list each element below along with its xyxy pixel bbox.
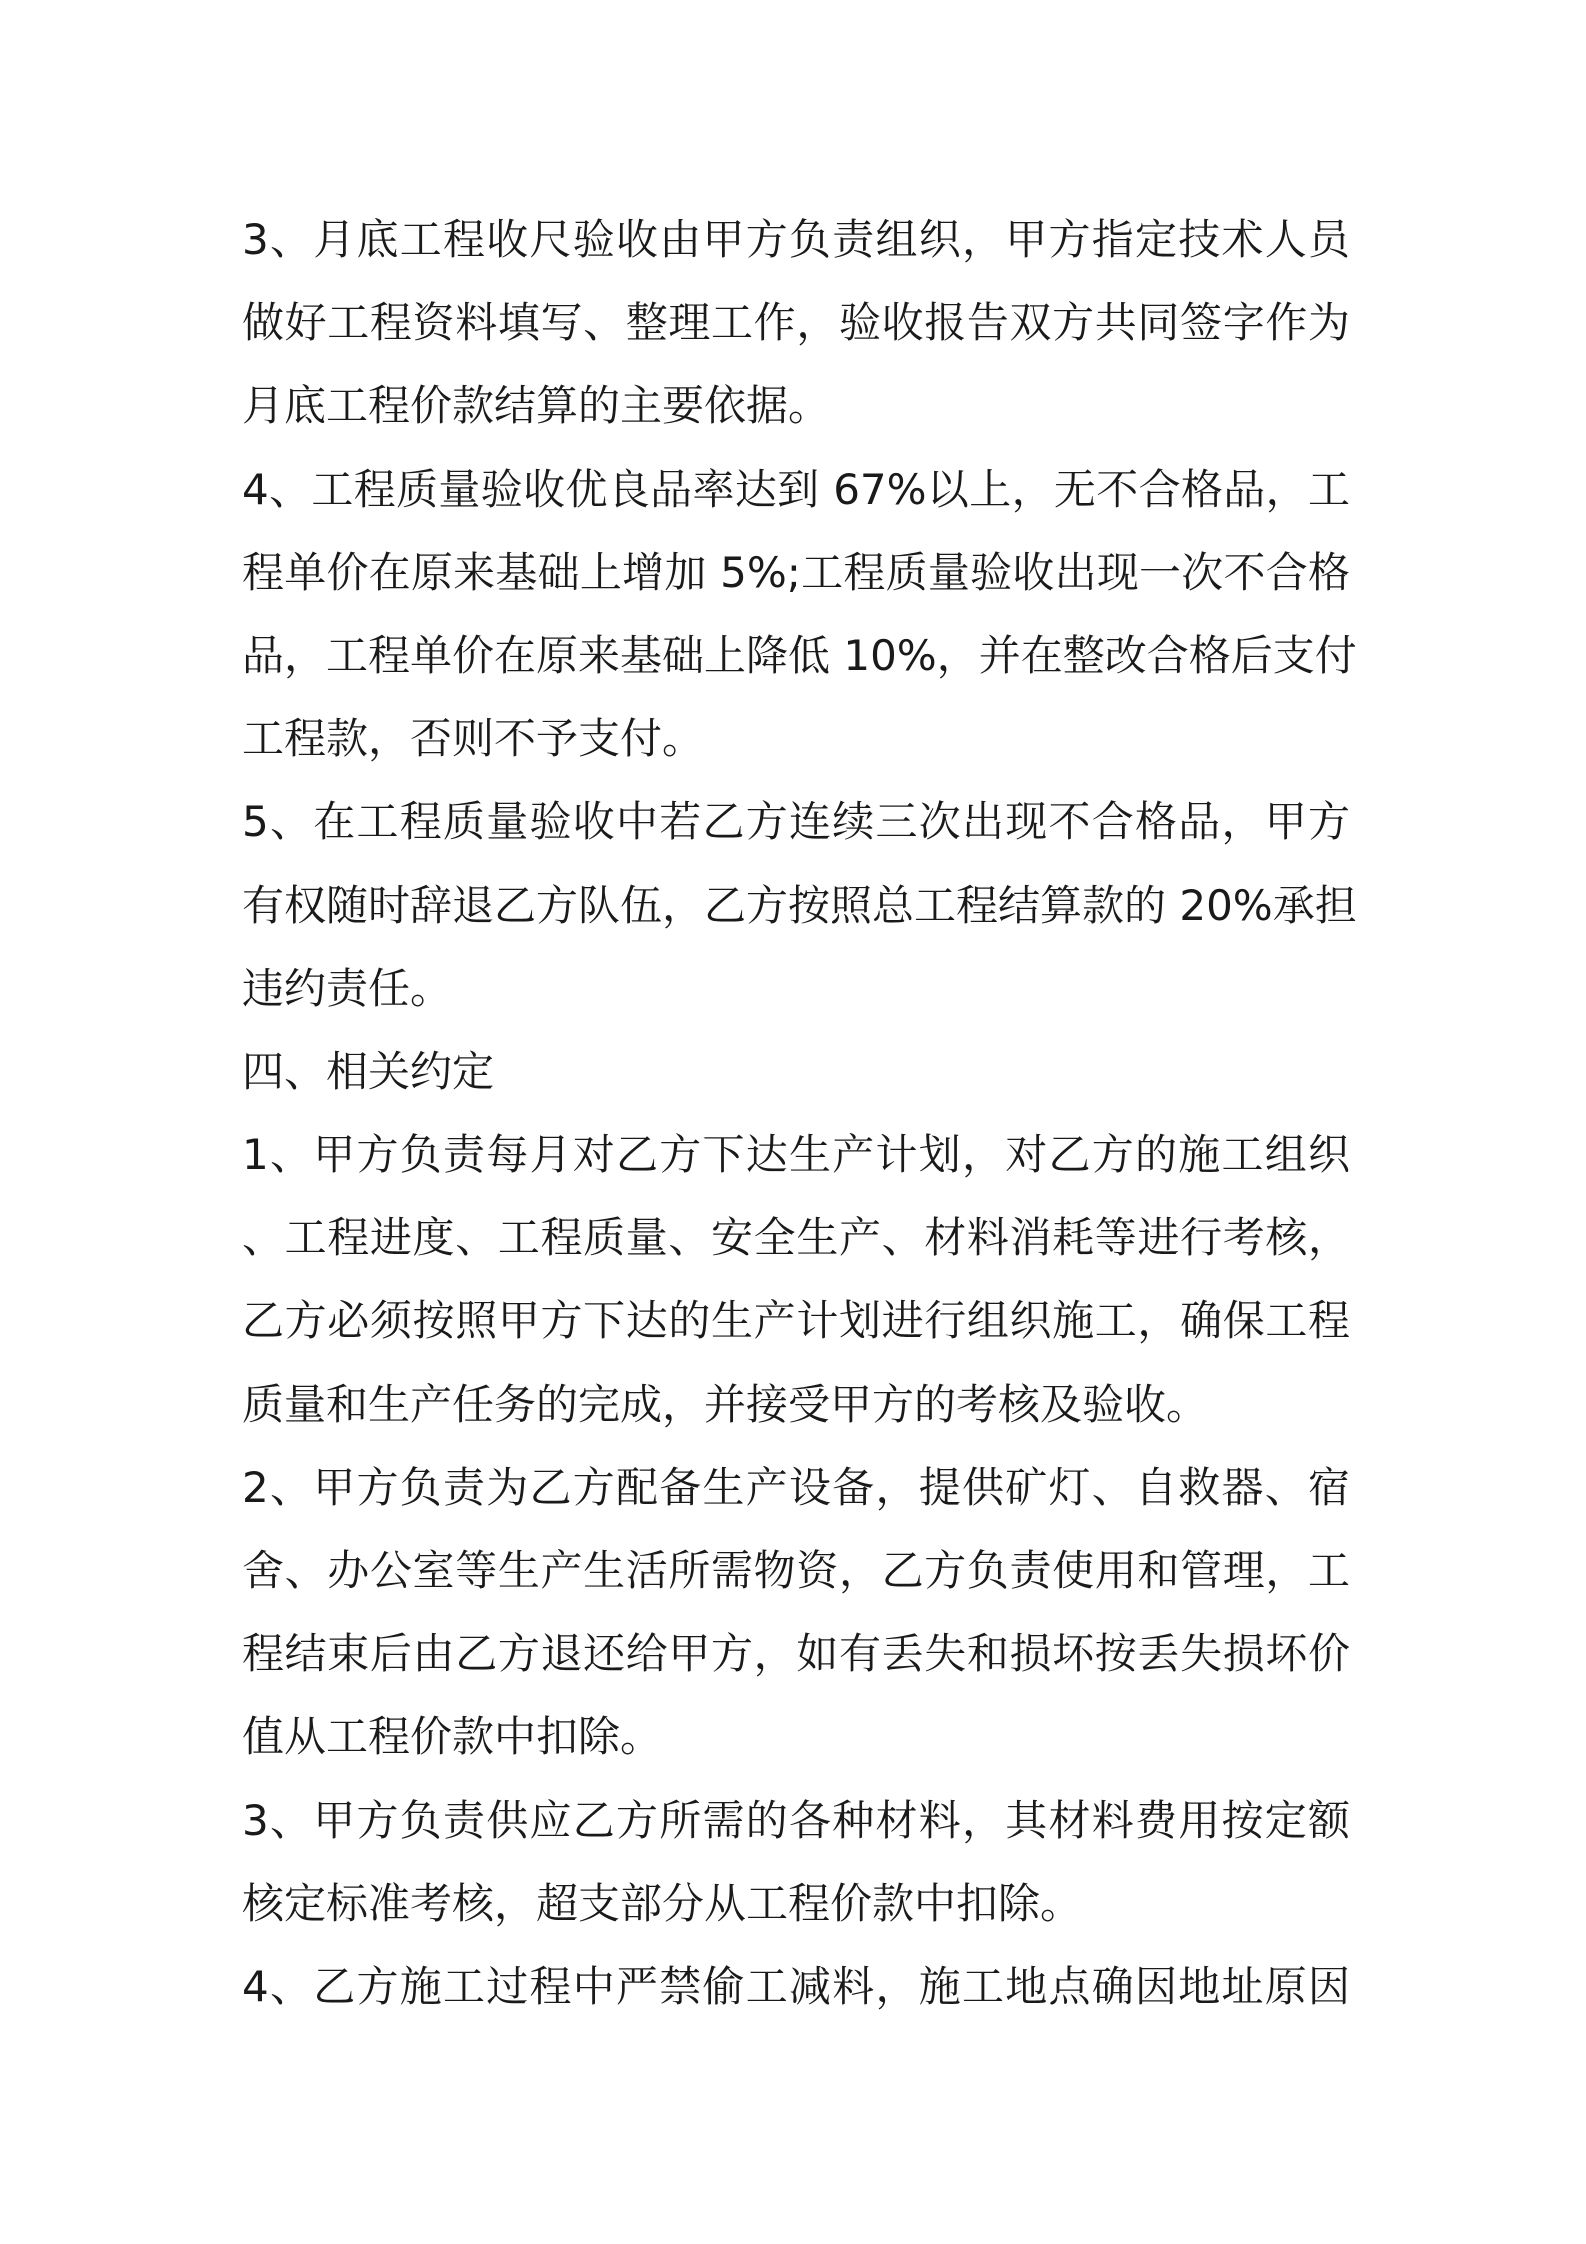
text-line: 乙方必须按照甲方下达的生产计划进行组织施工，确保工程 xyxy=(242,1296,1350,1346)
text-line: 月底工程价款结算的主要依据。 xyxy=(242,381,831,431)
text-line: 、工程进度、工程质量、安全生产、材料消耗等进行考核， xyxy=(242,1213,1350,1263)
text-line: 做好工程资料填写、整理工作，验收报告双方共同签字作为 xyxy=(242,298,1350,348)
text-line: 程结束后由乙方退还给甲方，如有丢失和损坏按丢失损坏价 xyxy=(242,1629,1350,1679)
text-line: 3、月底工程收尺验收由甲方负责组织，甲方指定技术人员 xyxy=(242,215,1350,264)
text-line: 5、在工程质量验收中若乙方连续三次出现不合格品，甲方 xyxy=(242,797,1350,847)
text-line: 舍、办公室等生产生活所需物资，乙方负责使用和管理，工 xyxy=(242,1546,1350,1595)
text-line: 质量和生产任务的完成，并接受甲方的考核及验收。 xyxy=(242,1379,1209,1429)
text-line: 4、工程质量验收优良品率达到 67%以上，无不合格品，工 xyxy=(242,464,1350,514)
text-line: 四、相关约定 xyxy=(242,1046,495,1096)
text-line: 核定标准考核，超支部分从工程价款中扣除。 xyxy=(242,1878,1083,1928)
text-line: 工程款，否则不予支付。 xyxy=(242,714,705,764)
text-line: 4、乙方施工过程中严禁偷工减料，施工地点确因地址原因 xyxy=(242,1961,1350,2011)
text-line: 值从工程价款中扣除。 xyxy=(242,1712,663,1762)
text-line: 3、甲方负责供应乙方所需的各种材料，其材料费用按定额 xyxy=(242,1795,1350,1845)
text-line: 有权随时辞退乙方队伍，乙方按照总工程结算款的 20%承担 xyxy=(242,880,1357,930)
document-body xyxy=(242,198,1357,2028)
text-line: 2、甲方负责为乙方配备生产设备，提供矿灯、自救器、宿 xyxy=(242,1462,1350,1512)
text-line: 程单价在原来基础上增加 5%;工程质量验收出现一次不合格 xyxy=(242,547,1350,597)
text-line: 违约责任。 xyxy=(242,963,453,1013)
text-line: 品，工程单价在原来基础上降低 10%，并在整改合格后支付 xyxy=(242,630,1357,680)
text-line: 1、甲方负责每月对乙方下达生产计划，对乙方的施工组织 xyxy=(242,1130,1350,1180)
